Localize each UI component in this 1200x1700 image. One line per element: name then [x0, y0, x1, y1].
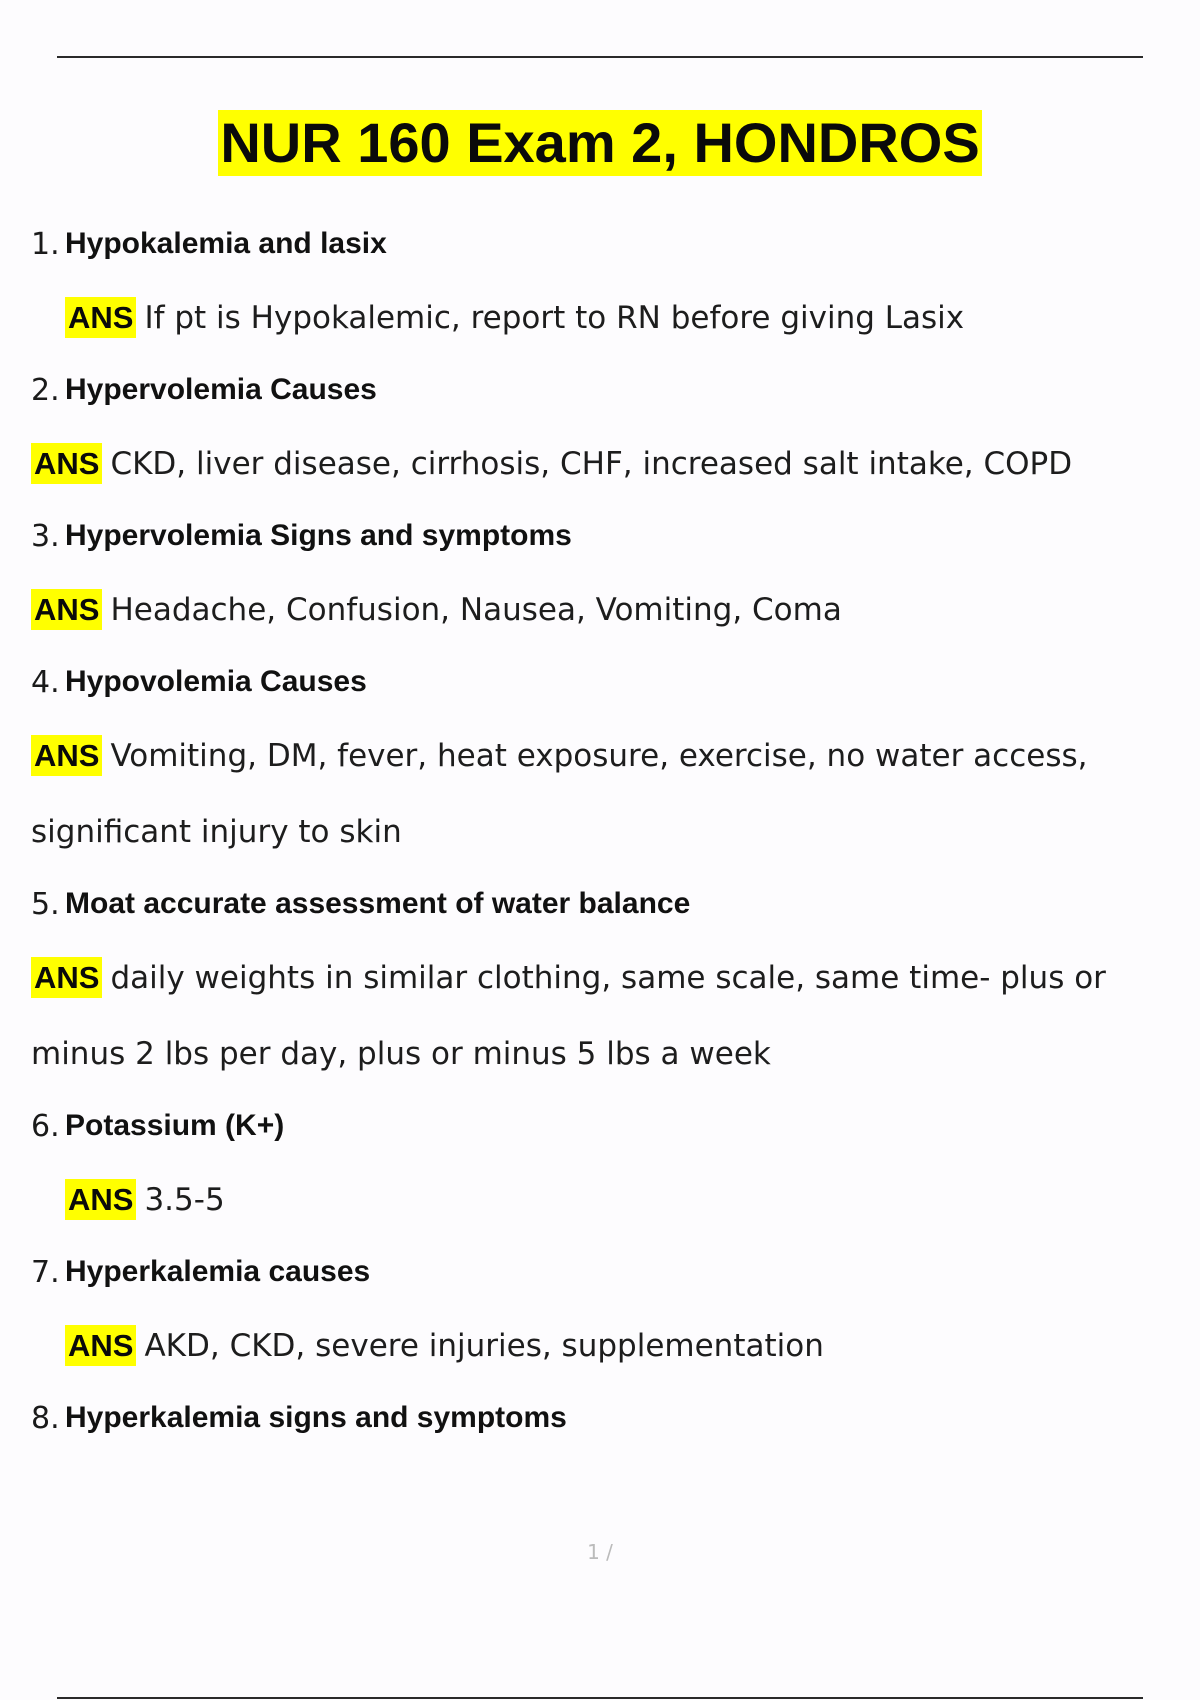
- ans-label: ANS: [65, 1325, 136, 1366]
- question-7: [31, 1246, 1151, 1298]
- question-text: Hypervolemia Signs and symptoms: [65, 519, 572, 552]
- top-rule: [57, 56, 1143, 58]
- answer-7: [31, 1308, 1151, 1384]
- answer-text: daily weights in similar clothing, same scale, same time- plus or minus 2 lbs per day, plus or minus 5 lbs a week: [31, 960, 1106, 1072]
- answer-6: [31, 1162, 1151, 1238]
- question-number: 8.: [31, 1400, 60, 1436]
- question-text: Hyperkalemia causes: [65, 1255, 371, 1288]
- question-text: Potassium (K+): [65, 1109, 285, 1142]
- question-1: [31, 218, 1151, 270]
- question-number: 1.: [31, 226, 60, 262]
- qa-list: [31, 218, 1151, 1468]
- page-number: 1 /: [587, 1540, 613, 1564]
- ans-label: ANS: [31, 735, 102, 776]
- question-number: 4.: [31, 664, 60, 700]
- question-2: [31, 364, 1151, 416]
- question-text: Hypervolemia Causes: [65, 373, 377, 406]
- answer-text: Headache, Confusion, Nausea, Vomiting, Coma: [110, 592, 842, 628]
- ans-label: ANS: [31, 957, 102, 998]
- answer-text: Vomiting, DM, fever, heat exposure, exercise, no water access, significant injury to skin: [31, 738, 1088, 850]
- question-text: Hypovolemia Causes: [65, 665, 367, 698]
- question-text: Hypokalemia and lasix: [65, 227, 387, 260]
- question-5: [31, 878, 1151, 930]
- answer-5: [31, 940, 1151, 1092]
- question-text: Hyperkalemia signs and symptoms: [65, 1401, 567, 1434]
- question-number: 2.: [31, 372, 60, 408]
- answer-4: [31, 718, 1151, 870]
- question-8: [31, 1392, 1151, 1444]
- bottom-rule: [57, 1697, 1143, 1699]
- answer-2: [31, 426, 1151, 502]
- ans-label: ANS: [31, 443, 102, 484]
- answer-text: AKD, CKD, severe injuries, supplementation: [144, 1328, 824, 1364]
- ans-label: ANS: [31, 589, 102, 630]
- question-3: [31, 510, 1151, 562]
- question-text: Moat accurate assessment of water balance: [65, 887, 691, 920]
- question-number: 5.: [31, 886, 60, 922]
- question-4: [31, 656, 1151, 708]
- title-container: [0, 110, 1200, 176]
- answer-1: [31, 280, 1151, 356]
- answer-text: If pt is Hypokalemic, report to RN before giving Lasix: [144, 300, 965, 336]
- question-6: [31, 1100, 1151, 1152]
- answer-text: 3.5-5: [144, 1182, 225, 1218]
- document-title: NUR 160 Exam 2, HONDROS: [220, 111, 980, 174]
- answer-text: CKD, liver disease, cirrhosis, CHF, increased salt intake, COPD: [110, 446, 1073, 482]
- question-number: 6.: [31, 1108, 60, 1144]
- ans-label: ANS: [65, 1179, 136, 1220]
- question-number: 3.: [31, 518, 60, 554]
- ans-label: ANS: [65, 297, 136, 338]
- answer-3: [31, 572, 1151, 648]
- question-number: 7.: [31, 1254, 60, 1290]
